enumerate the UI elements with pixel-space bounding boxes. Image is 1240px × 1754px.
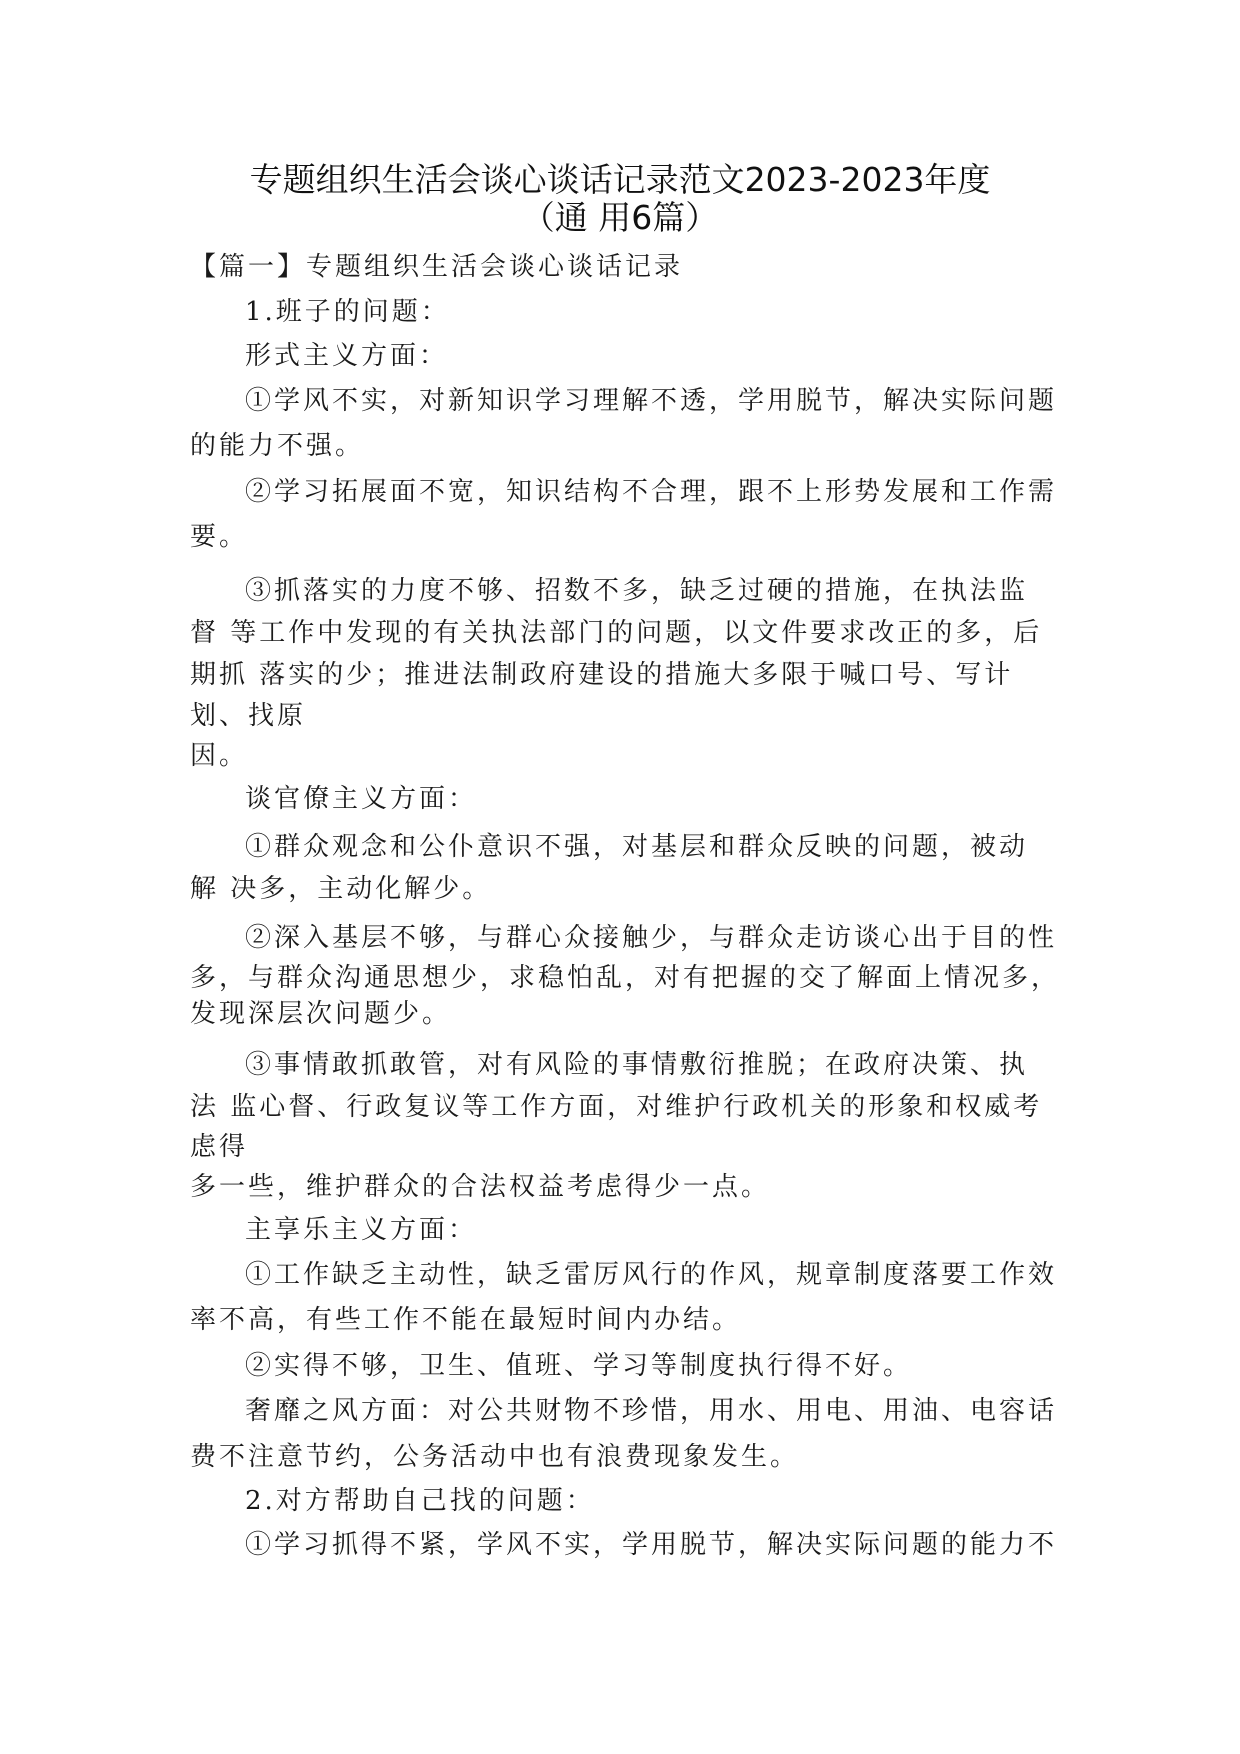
paragraph-line: 虑得 bbox=[190, 1132, 249, 1162]
paragraph-line: ③事情敢抓敢管，对有风险的事情敷衍推脱；在政府决策、执 bbox=[245, 1050, 1029, 1080]
paragraph-line: 解 决多，主动化解少。 bbox=[190, 874, 492, 904]
paragraph-line: 谈官僚主义方面： bbox=[245, 784, 478, 814]
paragraph-line: ①学习抓得不紧，学风不实，学用脱节，解决实际问题的能力不 bbox=[245, 1530, 1058, 1560]
paragraph-line: 费不注意节约，公务活动中也有浪费现象发生。 bbox=[190, 1442, 800, 1472]
paragraph-line: 要。 bbox=[190, 522, 249, 552]
paragraph-line: 2.对方帮助自己找的问题： bbox=[245, 1486, 595, 1516]
paragraph-line: 率不高，有些工作不能在最短时间内办结。 bbox=[190, 1305, 742, 1335]
paragraph-line: 多，与群众沟通思想少，求稳怕乱，对有把握的交了解面上情况多， bbox=[190, 963, 1061, 993]
paragraph-line: 督 等工作中发现的有关执法部门的问题，以文件要求改正的多，后 bbox=[190, 618, 1043, 648]
paragraph-line: 法 监心督、行政复议等工作方面，对维护行政机关的形象和权威考 bbox=[190, 1092, 1043, 1122]
paragraph-line: 奢靡之风方面：对公共财物不珍惜，用水、用电、用油、电容话 bbox=[245, 1396, 1058, 1426]
paragraph-line: 主享乐主义方面： bbox=[245, 1215, 478, 1245]
paragraph-line: ①学风不实，对新知识学习理解不透，学用脱节，解决实际问题 bbox=[245, 386, 1058, 416]
paragraph-line: 发现深层次问题少。 bbox=[190, 999, 452, 1029]
document-title-line-1: 专题组织生活会谈心谈话记录范文2023-2023年度 bbox=[249, 160, 991, 199]
paragraph-line: 期抓 落实的少；推进法制政府建设的措施大多限于喊口号、写计 bbox=[190, 660, 1014, 690]
paragraph-line: 因。 bbox=[190, 741, 249, 771]
document-title-line-2: （通 用6篇） bbox=[521, 198, 719, 237]
paragraph-line: ①群众观念和公仆意识不强，对基层和群众反映的问题，被动 bbox=[245, 832, 1029, 862]
paragraph-line: 的能力不强。 bbox=[190, 431, 365, 461]
paragraph-line: 多一些，维护群众的合法权益考虑得少一点。 bbox=[190, 1172, 771, 1202]
section-heading: 【篇一】专题组织生活会谈心谈话记录 bbox=[190, 252, 684, 282]
paragraph-line: 形式主义方面： bbox=[245, 341, 449, 371]
paragraph-line: ②深入基层不够，与群心众接触少，与群众走访谈心出于目的性 bbox=[245, 923, 1058, 953]
paragraph-line: ②学习拓展面不宽，知识结构不合理，跟不上形势发展和工作需 bbox=[245, 477, 1058, 507]
paragraph-line: 1.班子的问题： bbox=[245, 297, 450, 327]
paragraph-line: ①工作缺乏主动性，缺乏雷厉风行的作风，规章制度落要工作效 bbox=[245, 1260, 1058, 1290]
paragraph-line: ②实得不够，卫生、值班、学习等制度执行得不好。 bbox=[245, 1351, 913, 1381]
paragraph-line: 划、找原 bbox=[190, 701, 307, 731]
paragraph-line: ③抓落实的力度不够、招数不多，缺乏过硬的措施，在执法监 bbox=[245, 576, 1029, 606]
